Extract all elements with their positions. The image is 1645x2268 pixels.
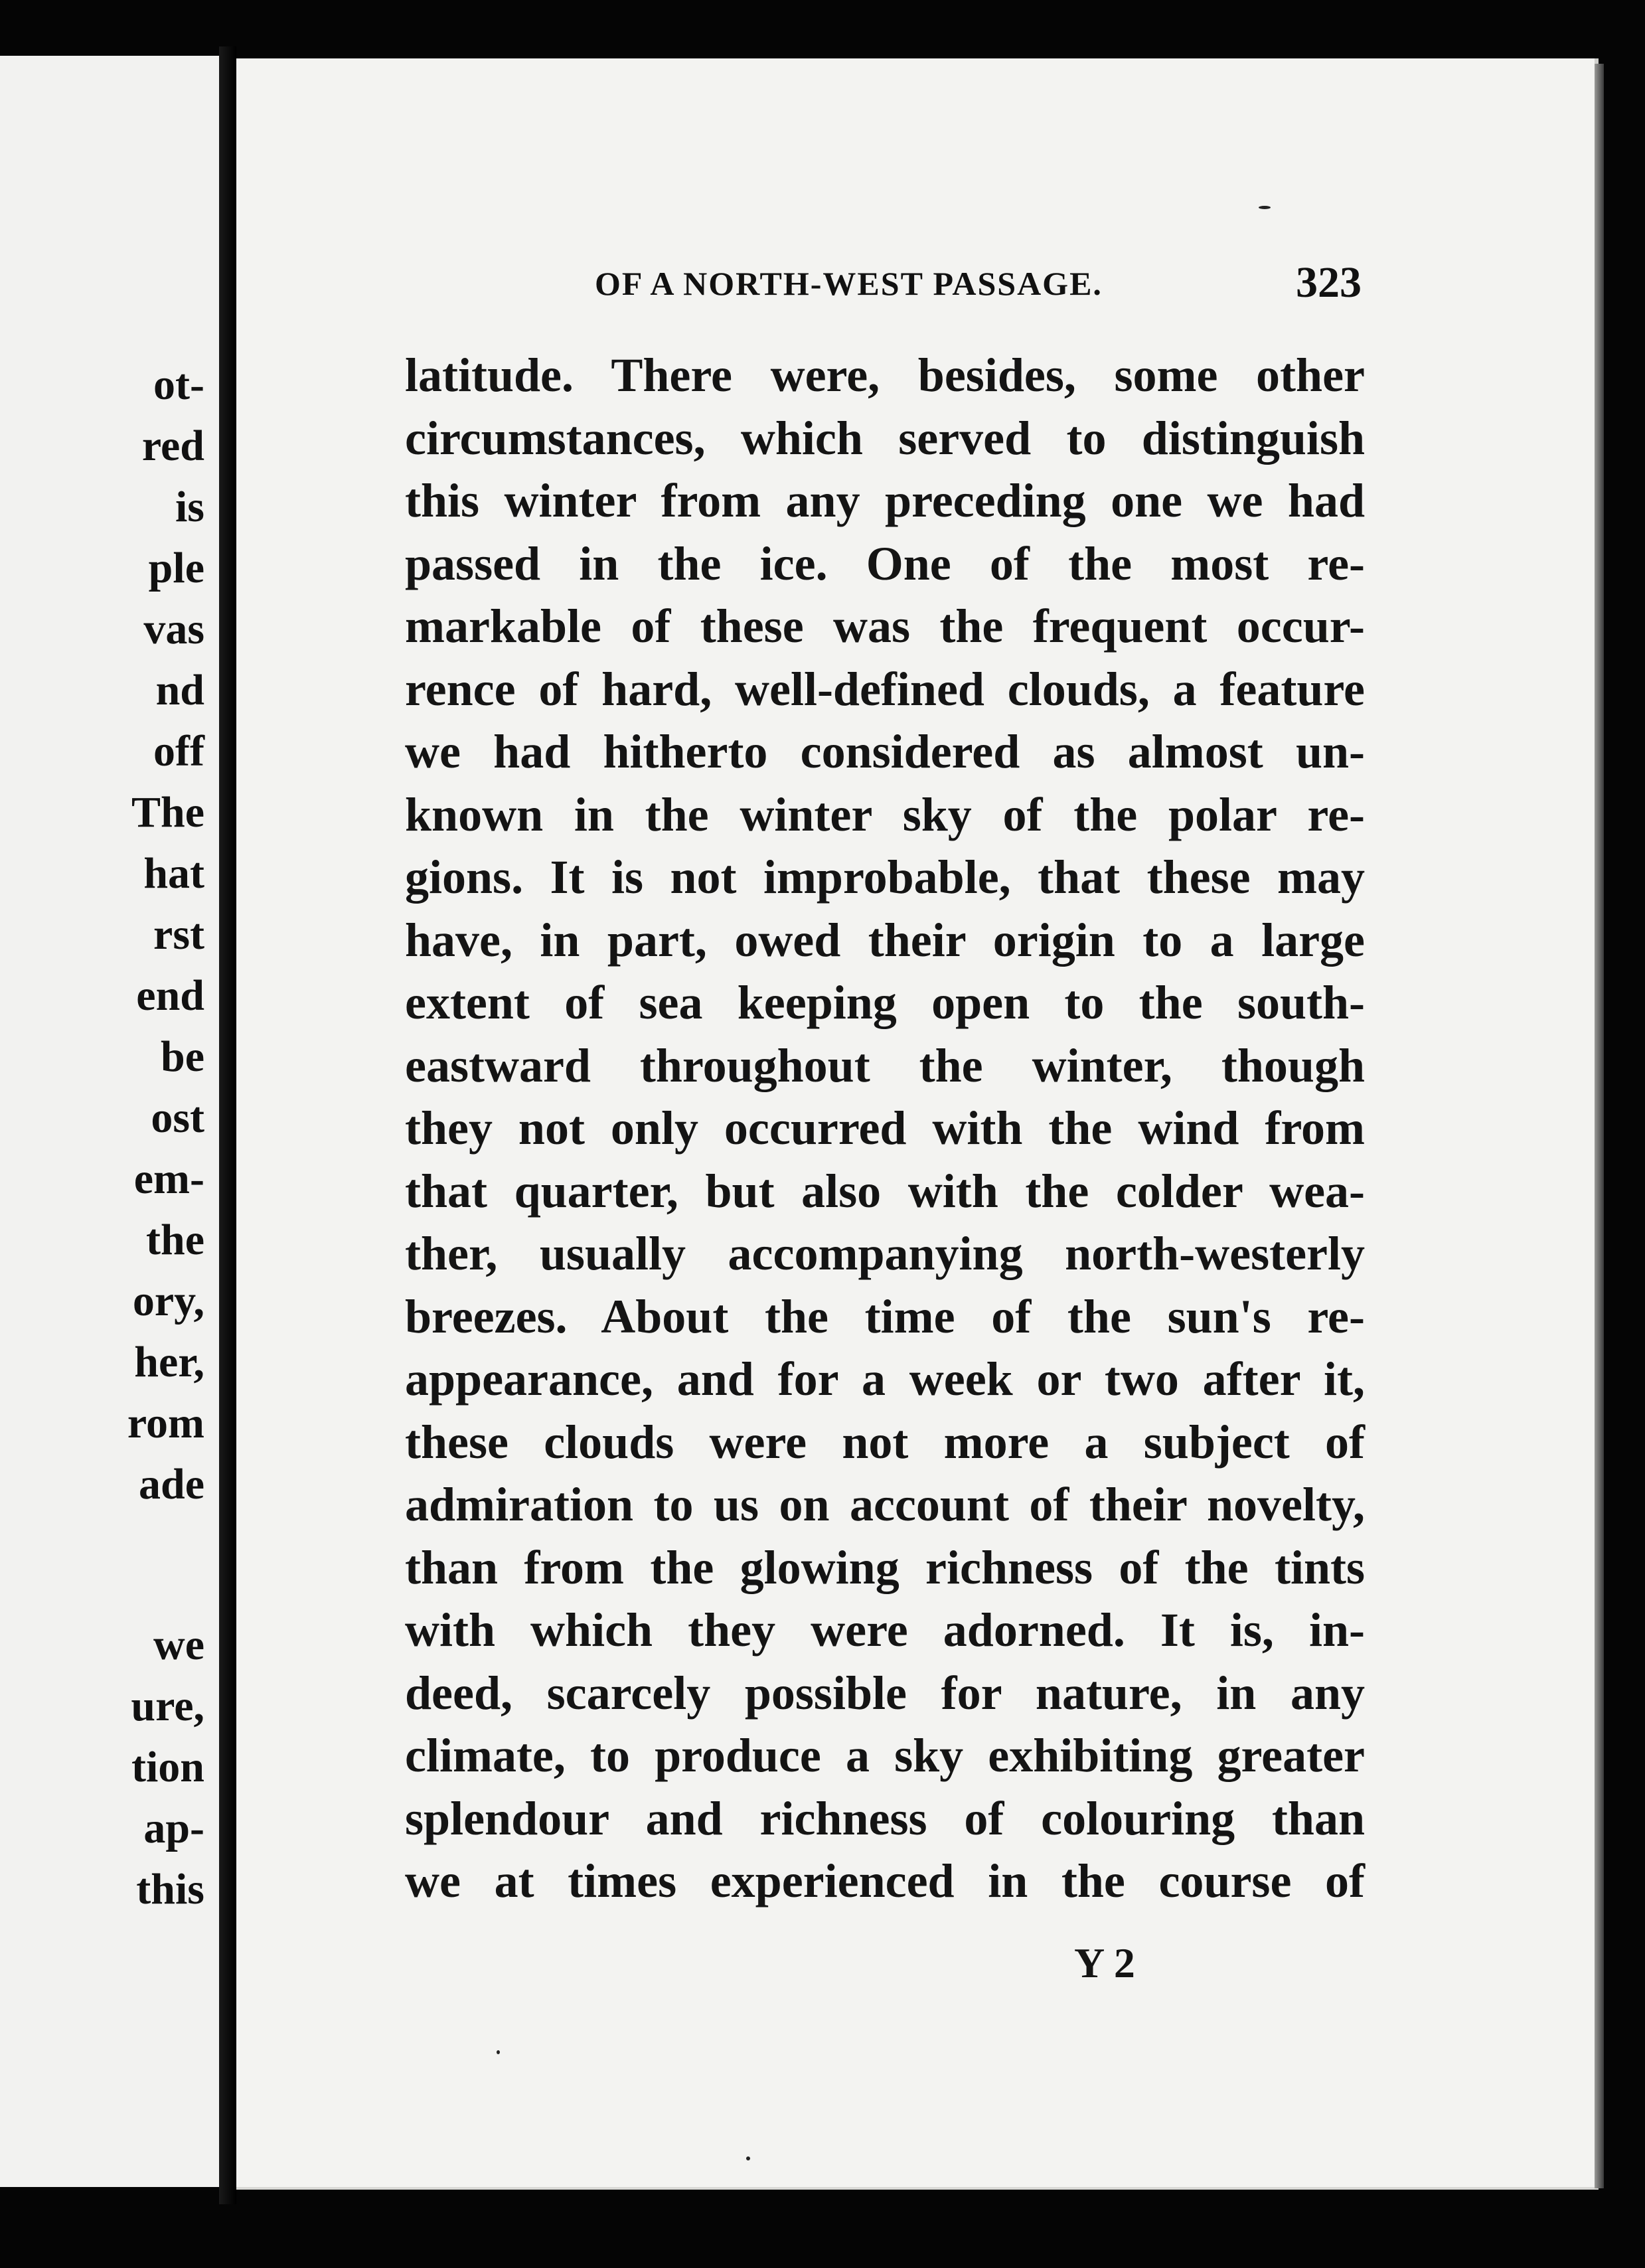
left-fragment: rom [127, 1399, 204, 1447]
text-line: that quarter, but also with the colder wea- [405, 1164, 1365, 1218]
page-edge [1595, 64, 1604, 2188]
text-line: eastward throughout the winter, though [405, 1038, 1365, 1092]
left-fragment: red [141, 422, 204, 470]
text-line: have, in part, owed their origin to a large [405, 913, 1365, 967]
text-line: extent of sea keeping open to the south- [405, 976, 1365, 1029]
left-fragment: vas [143, 605, 204, 653]
left-fragment: ot- [153, 361, 204, 409]
text-line: we at times experienced in the course of [405, 1854, 1365, 1907]
left-fragment: hat [143, 849, 204, 898]
left-fragment: ure, [131, 1682, 204, 1730]
left-fragment: em- [133, 1155, 204, 1203]
text-line: known in the winter sky of the polar re- [405, 787, 1365, 841]
text-line: deed, scarcely possible for nature, in any [405, 1666, 1365, 1720]
text-line: splendour and richness of colouring than [405, 1791, 1365, 1845]
text-line: climate, to produce a sky exhibiting greater [405, 1729, 1365, 1782]
ink-speck [1259, 206, 1271, 209]
ink-speck [746, 2156, 750, 2160]
left-fragment: nd [155, 666, 204, 714]
text-line: this winter from any preceding one we had [405, 474, 1365, 527]
text-line: rence of hard, well-defined clouds, a feature [405, 662, 1365, 716]
left-fragment: is [175, 483, 204, 531]
signature-mark: Y 2 [1074, 1939, 1135, 1986]
left-fragment: off [153, 727, 204, 775]
text-line: we had hitherto considered as almost un- [405, 725, 1365, 778]
text-line: passed in the ice. One of the most re- [405, 536, 1365, 590]
left-fragment: we [153, 1621, 204, 1669]
text-line: gions. It is not improbable, that these may [405, 850, 1365, 904]
left-fragment: be [161, 1032, 204, 1081]
text-line: circumstances, which served to distinguish [405, 411, 1365, 465]
text-line: markable of these was the frequent occur- [405, 600, 1365, 653]
left-fragment: her, [134, 1338, 204, 1386]
text-line: than from the glowing richness of the tints [405, 1540, 1365, 1594]
text-line: with which they were adorned. It is, in- [405, 1603, 1365, 1657]
left-fragment: ple [148, 544, 204, 592]
left-fragment: this [136, 1865, 204, 1913]
text-line: appearance, and for a week or two after it, [405, 1352, 1365, 1406]
text-line: breezes. About the time of the sun's re- [405, 1289, 1365, 1343]
text-line: admiration to us on account of their novelty, [405, 1478, 1365, 1531]
body-text [405, 344, 1365, 1913]
left-fragment: ost [151, 1094, 204, 1142]
ink-speck [497, 2050, 500, 2054]
text-line: ther, usually accompanying north-westerly [405, 1227, 1365, 1280]
page-number: 323 [1296, 258, 1362, 307]
left-fragment: end [136, 971, 204, 1020]
text-line: these clouds were not more a subject of [405, 1415, 1365, 1469]
left-fragment: The [131, 788, 204, 837]
left-fragment: ory, [132, 1277, 204, 1325]
text-line: latitude. There were, besides, some other [405, 349, 1365, 402]
running-title: OF A NORTH-WEST PASSAGE. [595, 265, 1103, 302]
left-fragment: rst [153, 910, 204, 959]
left-fragment: the [146, 1216, 204, 1264]
text-line: they not only occurred with the wind from [405, 1101, 1365, 1155]
book-gutter [219, 46, 236, 2204]
left-fragment: ade [139, 1460, 204, 1508]
right-page [236, 58, 1599, 2190]
running-head [236, 258, 1365, 317]
left-page [0, 56, 219, 2187]
left-fragment: tion [131, 1743, 204, 1791]
left-fragment: ap- [143, 1804, 204, 1852]
